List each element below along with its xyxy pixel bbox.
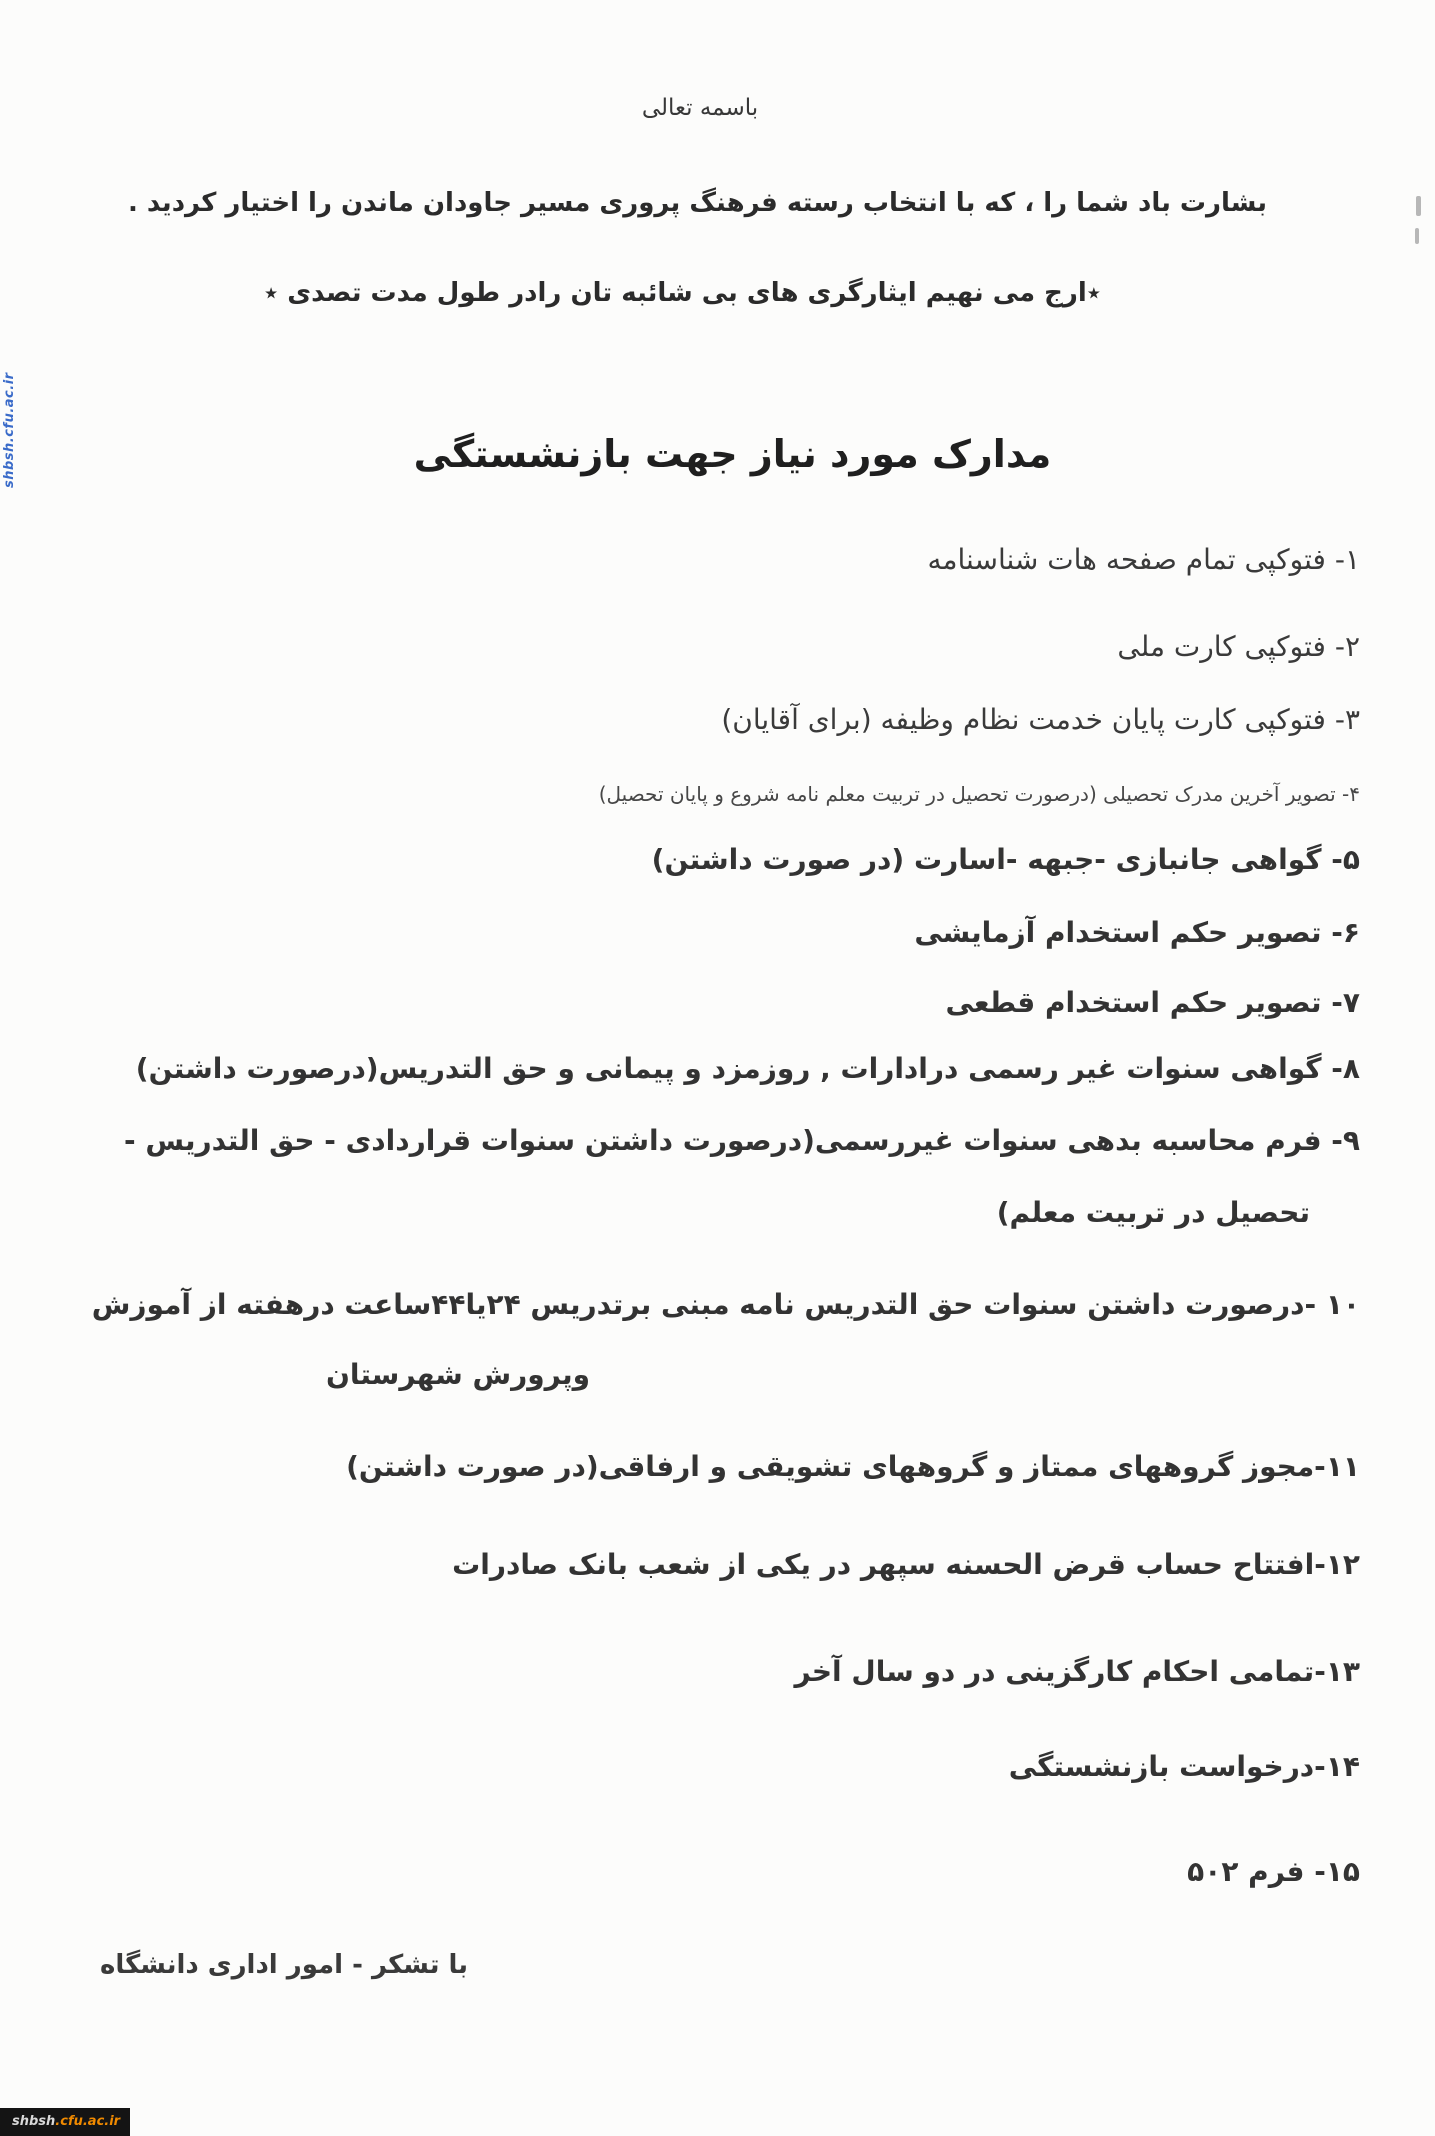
- list-item-1: ۱- فتوکپی تمام صفحه هات شناسنامه: [927, 543, 1360, 576]
- greeting-line: بشارت باد شما را ، که با انتخاب رسته فرهنگ پروری مسیر جاودان ماندن را اختیار کردید .: [127, 188, 1267, 218]
- list-item-13: ۱۳-تمامی احکام کارگزینی در دو سال آخر: [794, 1655, 1360, 1688]
- scan-artifact: [1415, 228, 1419, 244]
- basmala-line: باسمه تعالی: [641, 95, 759, 121]
- list-item-4: ۴- تصویر آخرین مدرک تحصیلی (درصورت تحصیل در تربیت معلم نامه شروع و پایان تحصیل): [598, 782, 1360, 806]
- page-title: مدارک مورد نیاز جهت بازنشستگی: [413, 432, 1052, 476]
- list-item-10-line-1: ۱۰ -درصورت داشتن سنوات حق التدریس نامه مبنی برتدریس ۲۴یا۴۴ساعت درهفته از آموزش: [91, 1288, 1360, 1321]
- list-item-2: ۲- فتوکپی کارت ملی: [1117, 630, 1360, 663]
- list-item-11: ۱۱-مجوز گروههای ممتاز و گروههای تشویقی و ارفاقی(در صورت داشتن): [346, 1450, 1360, 1483]
- list-item-7: ۷- تصویر حکم استخدام قطعی: [945, 986, 1360, 1019]
- scan-artifact: [1416, 196, 1421, 216]
- appreciation-line: ٭ارج می نهیم ایثارگری های بی شائبه تان رادر طول مدت تصدی ٭: [264, 278, 1101, 308]
- list-item-9-line-2: تحصیل در تربیت معلم): [996, 1196, 1310, 1229]
- list-item-9-line-1: ۹- فرم محاسبه بدهی سنوات غیررسمی(درصورت داشتن سنوات قراردادی - حق التدریس -: [124, 1124, 1360, 1157]
- list-item-6: ۶- تصویر حکم استخدام آزمایشی: [914, 916, 1360, 949]
- side-watermark: shbsh.cfu.ac.ir: [2, 372, 17, 488]
- list-item-5: ۵- گواهی جانبازی -جبهه -اسارت (در صورت داشتن): [651, 843, 1360, 876]
- corner-watermark-badge: [0, 2108, 130, 2136]
- closing-signature: با تشکر - امور اداری دانشگاه: [100, 1950, 469, 1980]
- list-item-8: ۸- گواهی سنوات غیر رسمی درادارات , روزمزد و پیمانی و حق التدریس(درصورت داشتن): [135, 1052, 1360, 1085]
- badge-site-name: shbsh: [12, 2114, 56, 2129]
- list-item-10-line-2: وپرورش شهرستان: [325, 1358, 590, 1391]
- list-item-3: ۳- فتوکپی کارت پایان خدمت نظام وظیفه (برای آقایان): [721, 703, 1360, 736]
- list-item-15: ۱۵- فرم ۵۰۲: [1187, 1855, 1360, 1888]
- list-item-12: ۱۲-افتتاح حساب قرض الحسنه سپهر در یکی از شعب بانک صادرات: [452, 1548, 1360, 1581]
- badge-site-domain: .cfu.ac.ir: [55, 2114, 121, 2129]
- list-item-14: ۱۴-درخواست بازنشستگی: [1008, 1750, 1360, 1783]
